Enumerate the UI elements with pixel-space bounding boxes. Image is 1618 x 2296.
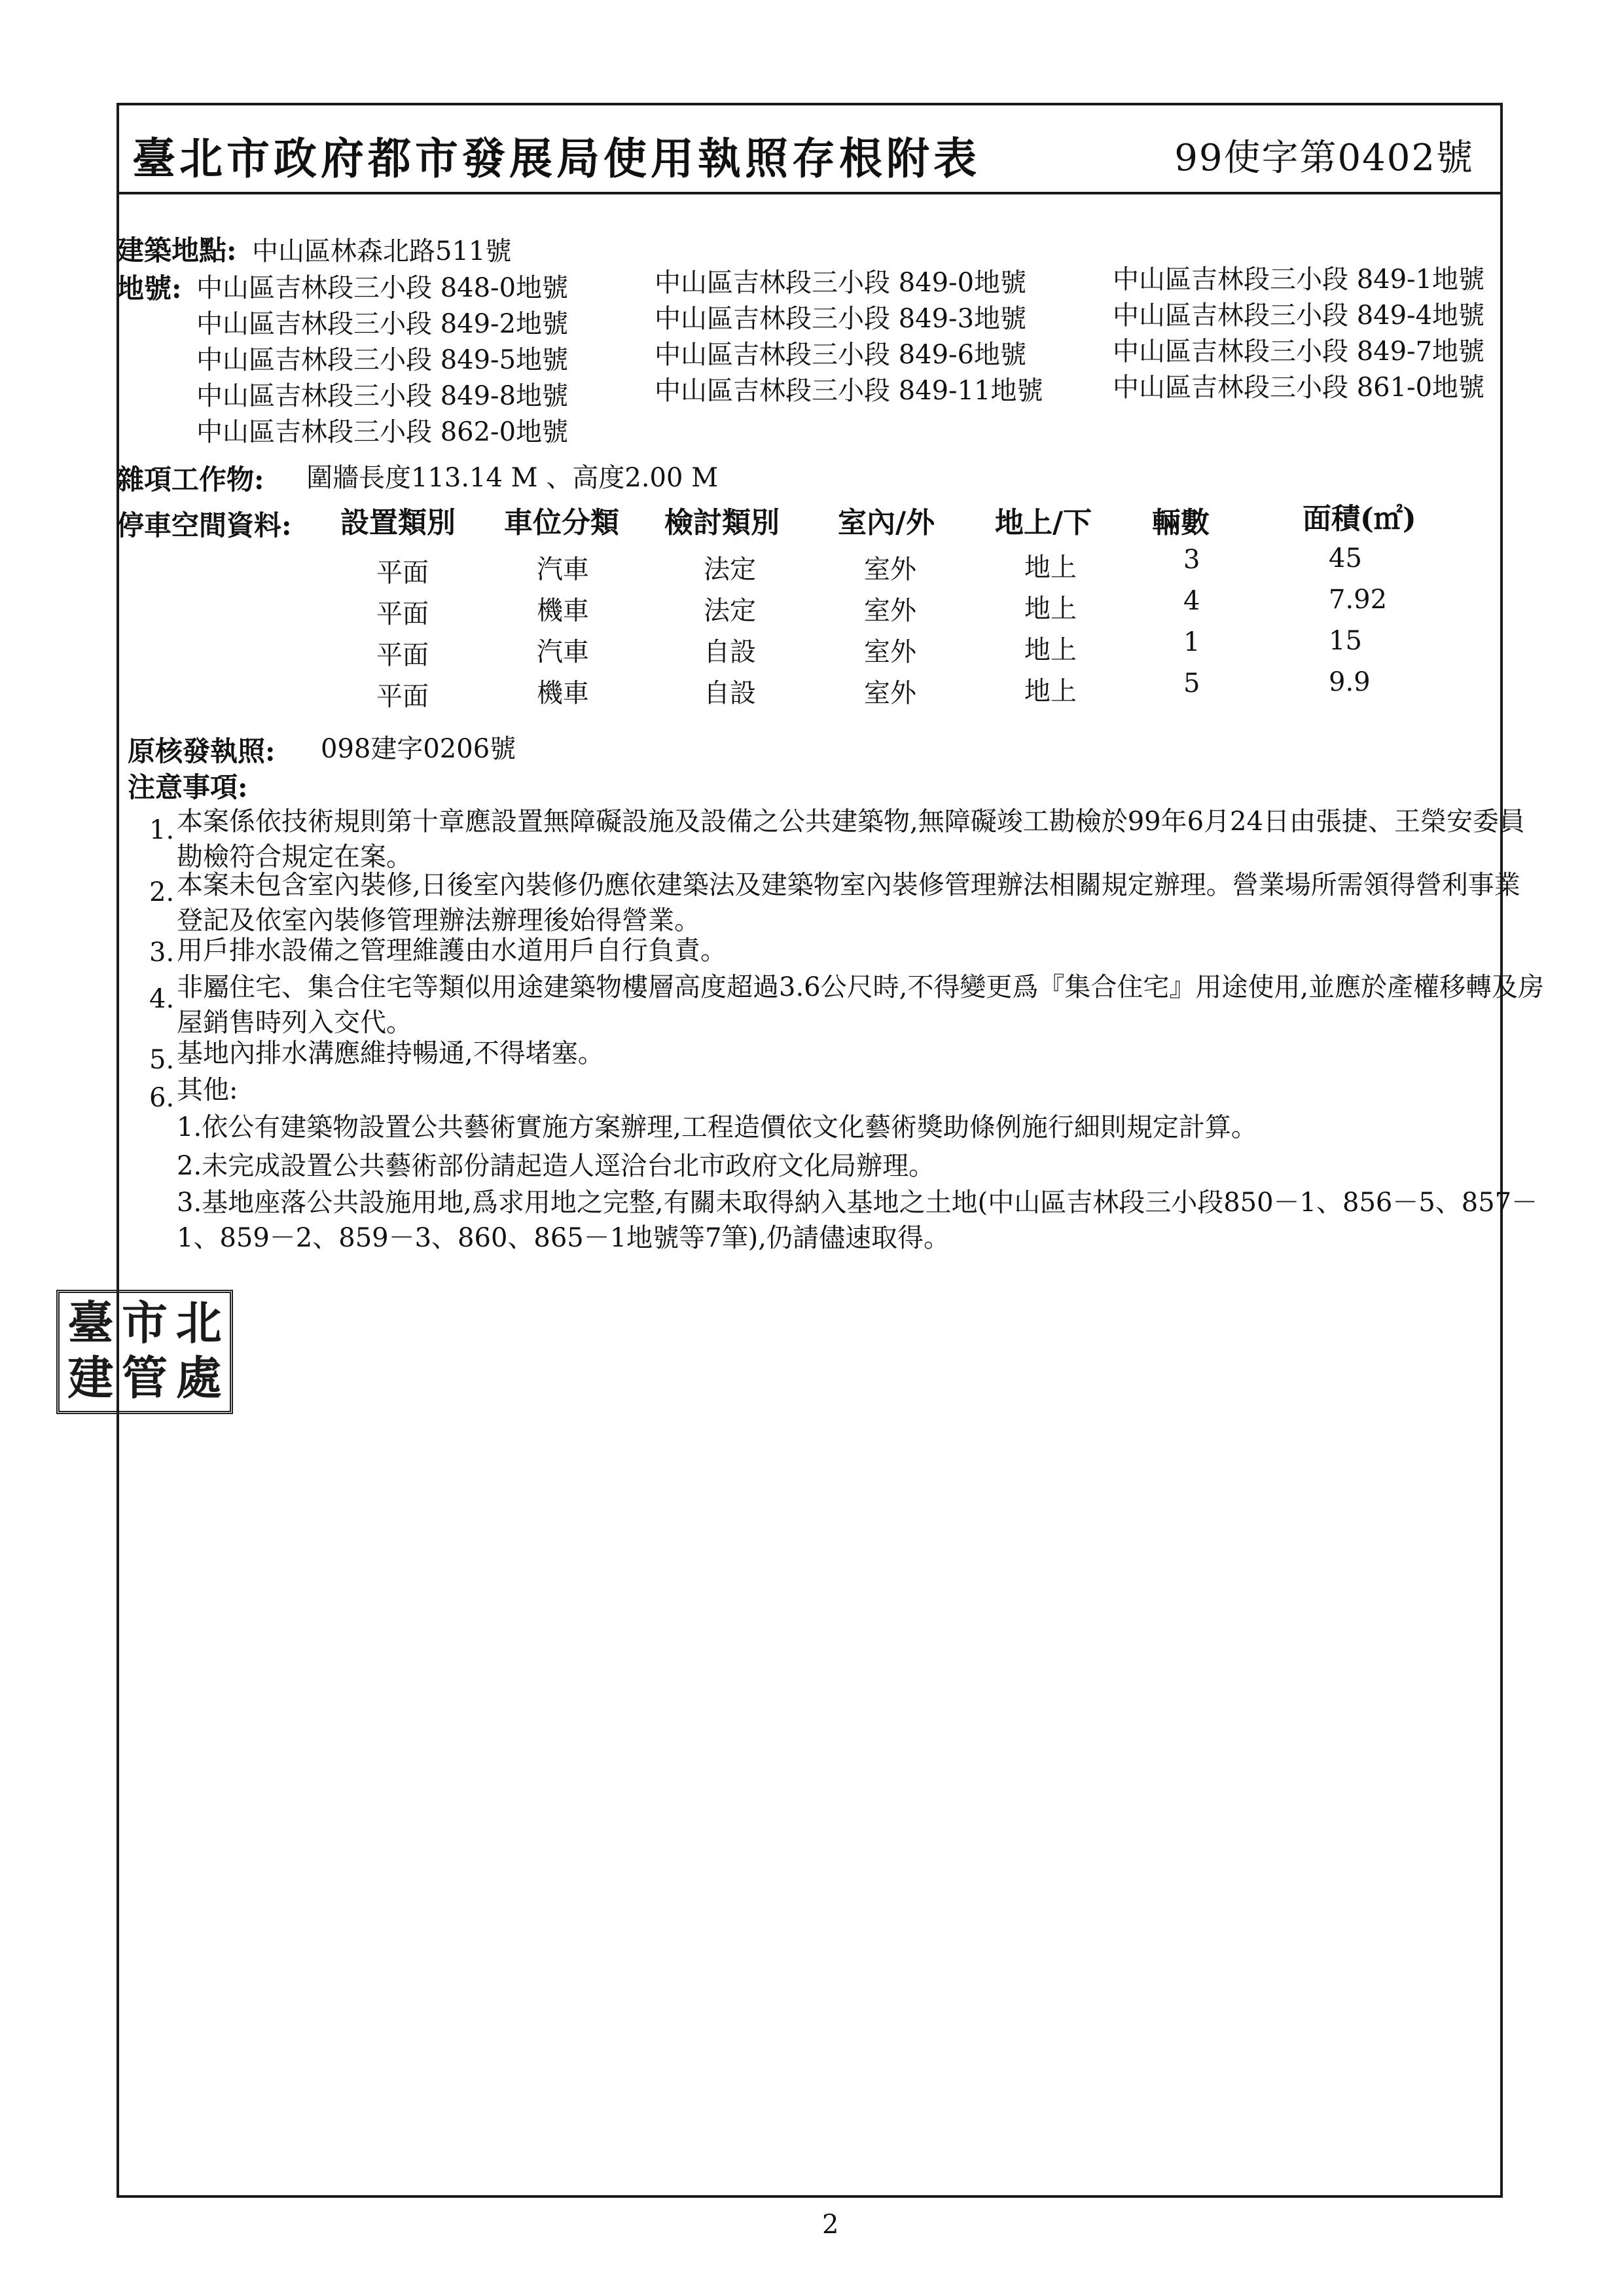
parking-header: 地上/下 (995, 506, 1092, 539)
land-item: 中山區吉林段三小段 849-5地號 (196, 345, 569, 375)
note-number: 4. (149, 984, 175, 1014)
note-number: 3. (149, 938, 175, 968)
note-item: 其他: (177, 1075, 238, 1105)
parking-cell: 地上 (1024, 553, 1077, 583)
parking-cell: 室外 (864, 555, 916, 585)
parking-cell: 45 (1329, 543, 1362, 574)
parking-cell: 平面 (376, 599, 429, 629)
location-value: 中山區林森北路511號 (252, 236, 512, 266)
parking-header: 檢討類別 (664, 506, 780, 539)
seal-character: 管 (121, 1351, 168, 1405)
parking-header: 車位分類 (504, 506, 619, 539)
land-item: 中山區吉林段三小段 849-2地號 (196, 309, 569, 339)
official-seal-stamp (56, 1290, 233, 1414)
parking-cell: 汽車 (537, 555, 589, 585)
parking-cell: 1 (1183, 627, 1200, 657)
parking-cell: 機車 (537, 678, 589, 708)
seal-character: 建 (67, 1351, 114, 1405)
land-item: 中山區吉林段三小段 849-7地號 (1113, 337, 1485, 367)
seal-character: 市 (121, 1296, 168, 1350)
note-sub-item: 3.基地座落公共設施用地,爲求用地之完整,有關未取得納入基地之土地(中山區吉林段三小段850－1、856－5、857－1、859－2、859－3、860、865－1地號等7筆),仍請儘速取得。 (177, 1188, 1538, 1253)
misc-label: 雜項工作物: (117, 464, 264, 496)
parking-cell: 地上 (1024, 635, 1077, 665)
parking-cell: 平面 (376, 558, 429, 588)
page-number: 2 (822, 2210, 839, 2240)
parking-cell: 室外 (864, 637, 916, 667)
land-item: 中山區吉林段三小段 849-3地號 (655, 304, 1027, 334)
note-sub-item: 2.未完成設置公共藝術部份請起造人逕洽台北市政府文化局辦理。 (177, 1151, 935, 1181)
parking-cell: 機車 (537, 596, 589, 626)
land-item: 中山區吉林段三小段 849-8地號 (196, 381, 569, 411)
note-item: 本案係依技術規則第十章應設置無障礙設施及設備之公共建築物,無障礙竣工勘檢於99年6月24日由張捷、王榮安委員勘檢符合規定在案。 (177, 807, 1525, 872)
misc-value: 圍牆長度113.14 M 、高度2.00 M (306, 463, 719, 493)
note-item: 本案未包含室內裝修,日後室內裝修仍應依建築法及建築物室內裝修管理辦法相關規定辦理。營業場所需領得營利事業登記及依室內裝修管理辦法辦理後始得營業。 (177, 870, 1520, 936)
note-item: 基地內排水溝應維持暢通,不得堵塞。 (177, 1038, 604, 1068)
note-number: 5. (149, 1045, 175, 1075)
parking-header: 設置類別 (340, 506, 456, 539)
land-label: 地號: (117, 272, 182, 304)
note-sub-item: 1.依公有建築物設置公共藝術實施方案辦理,工程造價依文化藝術獎助條例施行細則規定計算。 (177, 1112, 1257, 1142)
notes-label: 注意事項: (128, 771, 248, 803)
land-item: 中山區吉林段三小段 849-0地號 (655, 268, 1027, 298)
original-permit-label: 原核發執照: (128, 735, 276, 767)
parking-cell: 4 (1183, 586, 1200, 616)
location-label: 建築地點: (117, 234, 237, 266)
parking-cell: 室外 (864, 678, 916, 708)
parking-cell: 法定 (704, 596, 756, 626)
seal-character: 處 (175, 1351, 222, 1405)
land-item: 中山區吉林段三小段 848-0地號 (196, 273, 569, 303)
parking-cell: 平面 (376, 682, 429, 712)
parking-cell: 15 (1329, 626, 1362, 656)
land-item: 中山區吉林段三小段 849-4地號 (1113, 301, 1485, 331)
note-number: 2. (149, 877, 175, 907)
parking-cell: 地上 (1024, 676, 1077, 706)
land-item: 中山區吉林段三小段 849-11地號 (655, 376, 1043, 406)
parking-header: 面積(㎡) (1303, 502, 1416, 536)
note-item: 用戶排水設備之管理維護由水道用戶自行負責。 (177, 936, 727, 966)
note-item: 非屬住宅、集合住宅等類似用途建築物樓層高度超過3.6公尺時,不得變更爲『集合住宅』用途使用,並應於產權移轉及房屋銷售時列入交代。 (177, 972, 1545, 1038)
parking-cell: 自設 (704, 678, 756, 708)
parking-cell: 法定 (704, 555, 756, 585)
land-item: 中山區吉林段三小段 862-0地號 (196, 417, 569, 447)
land-item: 中山區吉林段三小段 861-0地號 (1113, 373, 1485, 403)
parking-cell: 9.9 (1329, 667, 1371, 697)
parking-cell: 室外 (864, 596, 916, 626)
parking-cell: 平面 (376, 640, 429, 670)
parking-cell: 3 (1183, 545, 1200, 575)
parking-label: 停車空間資料: (117, 509, 292, 541)
seal-character: 臺 (67, 1296, 114, 1350)
note-number: 1. (149, 815, 175, 845)
note-number: 6. (149, 1083, 175, 1113)
parking-header: 輛數 (1152, 506, 1210, 539)
document-title: 臺北市政府都市發展局使用執照存根附表 (132, 133, 980, 184)
land-item: 中山區吉林段三小段 849-1地號 (1113, 264, 1485, 295)
parking-cell: 汽車 (537, 637, 589, 667)
seal-character: 北 (175, 1296, 222, 1350)
land-item: 中山區吉林段三小段 849-6地號 (655, 340, 1027, 370)
original-permit-value: 098建字0206號 (321, 734, 516, 764)
parking-cell: 地上 (1024, 594, 1077, 624)
permit-number: 99使字第0402號 (1174, 137, 1474, 179)
parking-cell: 5 (1183, 668, 1200, 699)
title-bar (119, 105, 1500, 194)
parking-cell: 自設 (704, 637, 756, 667)
parking-cell: 7.92 (1329, 585, 1388, 615)
parking-header: 室內/外 (838, 506, 935, 539)
